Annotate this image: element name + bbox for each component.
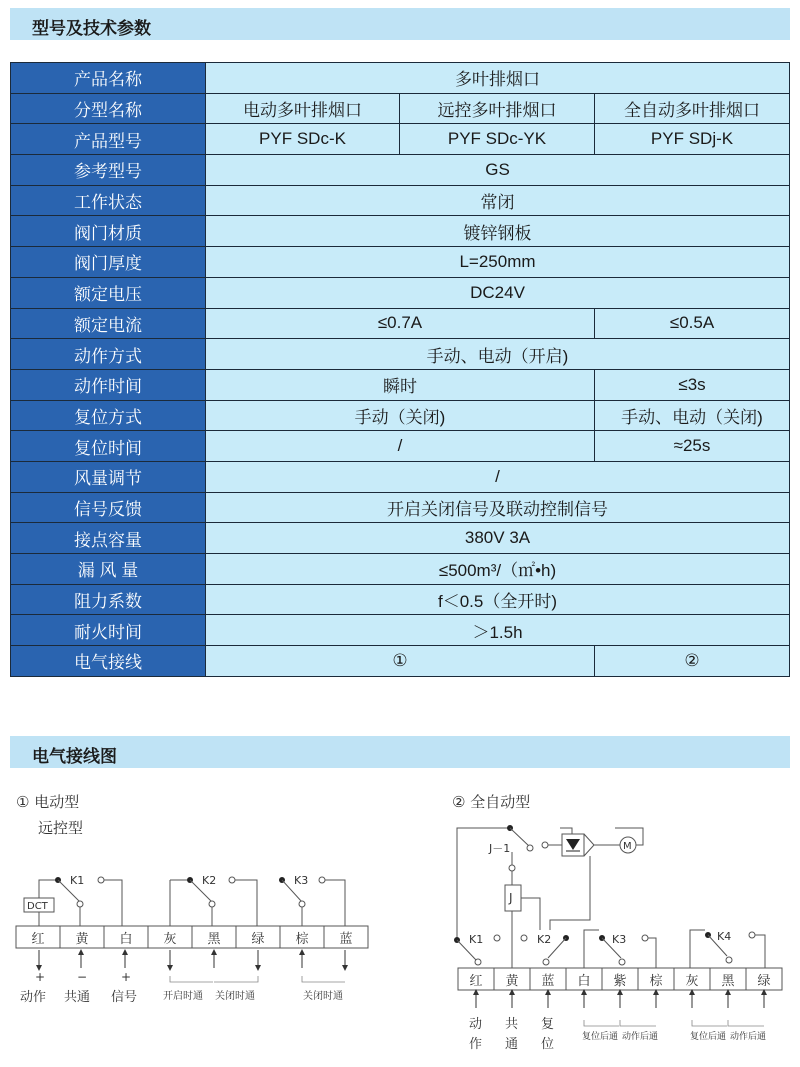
spec-label: 复位时间 [11, 431, 206, 462]
spec-value: PYF SDc-K [206, 124, 400, 155]
k3-label: K3 [612, 933, 627, 946]
spec-label: 耐火时间 [11, 615, 206, 646]
spec-row [11, 247, 790, 278]
spec-row [11, 492, 790, 523]
terminal-label: 红 [31, 932, 45, 947]
spec-value: / [206, 431, 595, 462]
spec-label: 阀门厚度 [11, 247, 206, 278]
label-reset-1: 复 [541, 1017, 555, 1032]
terminal-label: 棕 [295, 932, 309, 947]
spec-label: 接点容量 [11, 523, 206, 554]
spec-value: DC24V [206, 277, 790, 308]
terminal-label: 红 [469, 974, 483, 989]
label-reset-on: 复位后通 [690, 1032, 727, 1042]
spec-value: ≤3s [595, 369, 790, 400]
spec-value: 多叶排烟口 [206, 63, 790, 94]
motor-label: M [623, 841, 632, 852]
k2-label: K2 [202, 874, 217, 887]
spec-label: 参考型号 [11, 155, 206, 186]
label-action-on: 动作后通 [622, 1032, 659, 1042]
spec-value: ≤0.5A [595, 308, 790, 339]
spec-value: f＜0.5（全开时) [206, 584, 790, 615]
label-reset-on: 复位后通 [582, 1032, 619, 1042]
terminal-label: 白 [119, 932, 133, 947]
terminal-label: 黑 [207, 932, 221, 947]
label-common-1: 共 [505, 1017, 519, 1032]
label-common: 共通 [64, 990, 91, 1005]
terminal-label: 紫 [613, 974, 627, 989]
terminal-label: 白 [577, 974, 591, 989]
spec-value: ≈25s [595, 431, 790, 462]
spec-value: PYF SDc-YK [400, 124, 595, 155]
spec-row [11, 339, 790, 370]
spec-row [11, 124, 790, 155]
label-action-on: 动作后通 [730, 1032, 767, 1042]
label-close-on: 关闭时通 [303, 991, 343, 1002]
spec-row [11, 277, 790, 308]
label-action-2: 作 [469, 1037, 483, 1052]
spec-row [11, 308, 790, 339]
k1-label: K1 [70, 874, 85, 887]
spec-value: ② [595, 646, 790, 677]
spec-value: 常闭 [206, 185, 790, 216]
spec-label: 产品型号 [11, 124, 206, 155]
terminal-label: 灰 [163, 932, 177, 947]
spec-row [11, 461, 790, 492]
spec-label: 额定电压 [11, 277, 206, 308]
spec-label: 风量调节 [11, 461, 206, 492]
spec-value: 手动、电动（关闭) [595, 400, 790, 431]
diagram2-title: ② 全自动型 [452, 793, 531, 811]
label-open-on: 开启时通 [163, 991, 203, 1002]
terminal-label: 棕 [649, 974, 663, 989]
spec-label: 动作方式 [11, 339, 206, 370]
section-title: 型号及技术参数 [32, 19, 151, 39]
diagram-automatic [452, 793, 782, 1052]
terminal-label: 黄 [505, 974, 519, 989]
spec-value: / [206, 461, 790, 492]
spec-value: 开启关闭信号及联动控制信号 [206, 492, 790, 523]
spec-label: 分型名称 [11, 93, 206, 124]
label-action: 动作 [20, 990, 47, 1005]
spec-row [11, 400, 790, 431]
spec-row [11, 369, 790, 400]
spec-row [11, 554, 790, 585]
spec-value: ＞1.5h [206, 615, 790, 646]
sign-minus: − [77, 970, 88, 984]
spec-label: 复位方式 [11, 400, 206, 431]
spec-value: 手动、电动（开启) [206, 339, 790, 370]
terminal-label: 灰 [685, 974, 699, 989]
terminal-label: 蓝 [339, 932, 353, 947]
k2-label: K2 [537, 933, 552, 946]
label-action-1: 动 [469, 1017, 483, 1032]
dct-label: DCT [27, 901, 48, 912]
label-reset-2: 位 [541, 1037, 555, 1052]
terminal-label: 黑 [721, 974, 735, 989]
label-close-on: 关闭时通 [215, 991, 255, 1002]
spec-value: 380V 3A [206, 523, 790, 554]
spec-value: ≤500m³/（㎡•h) [206, 554, 790, 585]
spec-value: 电动多叶排烟口 [206, 93, 400, 124]
k3-label: K3 [294, 874, 309, 887]
terminal-label: 绿 [251, 932, 265, 947]
spec-row [11, 523, 790, 554]
diagram1-subtitle: 远控型 [38, 819, 84, 837]
spec-row [11, 93, 790, 124]
spec-row [11, 155, 790, 186]
section-title: 电气接线图 [32, 747, 117, 767]
terminal-label: 绿 [757, 974, 771, 989]
spec-value: 远控多叶排烟口 [400, 93, 595, 124]
spec-value: 全自动多叶排烟口 [595, 93, 790, 124]
spec-label: 动作时间 [11, 369, 206, 400]
section-header-specs [10, 8, 790, 40]
spec-value: PYF SDj-K [595, 124, 790, 155]
spec-value: 手动（关闭) [206, 400, 595, 431]
spec-value: ≤0.7A [206, 308, 595, 339]
spec-value: ① [206, 646, 595, 677]
sign-plus: + [121, 970, 132, 984]
spec-value: GS [206, 155, 790, 186]
label-signal: 信号 [111, 990, 138, 1005]
spec-label: 电气接线 [11, 646, 206, 677]
spec-label: 额定电流 [11, 308, 206, 339]
spec-row [11, 615, 790, 646]
spec-row [11, 185, 790, 216]
label-common-2: 通 [505, 1037, 519, 1052]
spec-label: 阻力系数 [11, 584, 206, 615]
relay-label: J [509, 891, 513, 905]
spec-label: 阀门材质 [11, 216, 206, 247]
spec-row [11, 216, 790, 247]
k4-label: K4 [717, 930, 732, 943]
terminal-label: 黄 [75, 932, 89, 947]
spec-table [10, 62, 790, 677]
section-header-wiring [10, 736, 790, 768]
spec-label: 工作状态 [11, 185, 206, 216]
diagram1-title: ① 电动型 [16, 793, 80, 811]
spec-value: 镀锌钢板 [206, 216, 790, 247]
sign-plus: + [35, 970, 46, 984]
spec-row [11, 584, 790, 615]
k1-label: K1 [469, 933, 484, 946]
spec-value: L=250mm [206, 247, 790, 278]
spec-value: 瞬时 [206, 369, 595, 400]
relay-j [505, 885, 521, 911]
diagram-electric [16, 793, 368, 1005]
spec-row [11, 63, 790, 94]
spec-row [11, 646, 790, 677]
j1-label: J－1 [489, 842, 511, 855]
spec-row [11, 431, 790, 462]
spec-label: 产品名称 [11, 63, 206, 94]
terminal-label: 蓝 [541, 974, 555, 989]
wiring-diagrams [0, 780, 800, 1067]
spec-label: 信号反馈 [11, 492, 206, 523]
spec-label: 漏 风 量 [11, 554, 206, 585]
